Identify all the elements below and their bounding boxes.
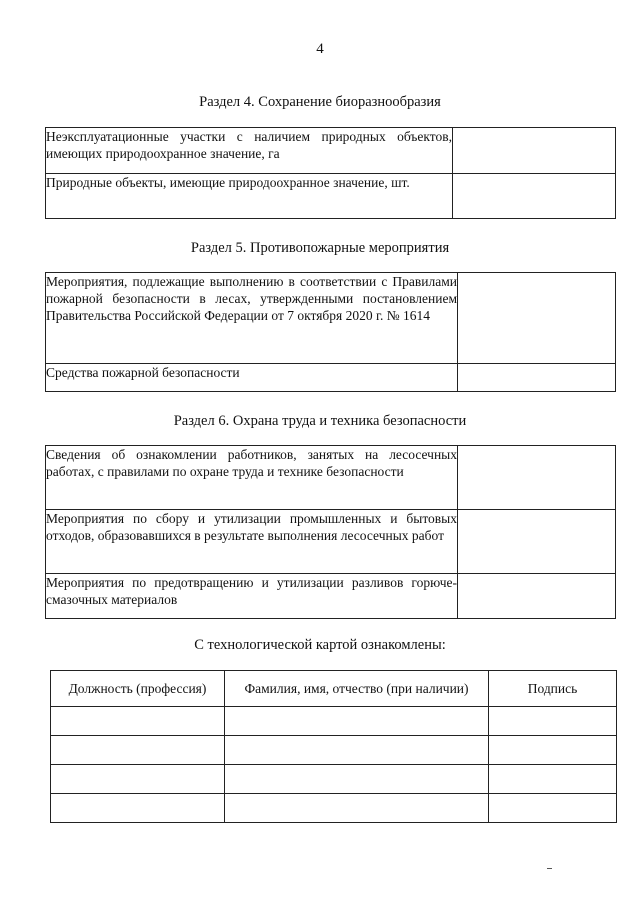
row-label: Мероприятия, подлежащие выполнению в соответствии с Правилами пожарной безопасности в лесах, утвержденными постановлением Правительства Российской Федерации от 7 октября 2020 г. № 1614 <box>46 273 458 364</box>
page-number: 4 <box>316 41 324 57</box>
value-cell[interactable] <box>458 273 616 364</box>
section-6-title: Раздел 6. Охрана труда и техника безопасности <box>173 413 467 429</box>
table-row <box>46 574 616 619</box>
row-label: Природные объекты, имеющие природоохранное значение, шт. <box>46 174 453 219</box>
section-5-table <box>45 272 616 392</box>
section-4-table <box>45 127 616 219</box>
name-cell[interactable] <box>225 765 489 794</box>
value-cell[interactable] <box>453 174 616 219</box>
signatures-title: С технологической картой ознакомлены: <box>194 637 446 653</box>
name-cell[interactable] <box>225 736 489 765</box>
position-cell[interactable] <box>51 794 225 823</box>
column-header-signature: Подпись <box>489 671 617 707</box>
position-cell[interactable] <box>51 736 225 765</box>
table-row <box>46 174 616 219</box>
signature-cell[interactable] <box>489 736 617 765</box>
position-cell[interactable] <box>51 707 225 736</box>
row-label: Мероприятия по сбору и утилизации промышленных и бытовых отходов, образовавшихся в результате выполнения лесосечных работ <box>46 510 458 574</box>
value-cell[interactable] <box>458 510 616 574</box>
table-row <box>46 510 616 574</box>
table-row <box>51 765 617 794</box>
section-6-table <box>45 445 616 619</box>
table-row <box>46 446 616 510</box>
value-cell[interactable] <box>458 446 616 510</box>
signatures-table <box>50 670 617 823</box>
column-header-name: Фамилия, имя, отчество (при наличии) <box>225 671 489 707</box>
table-row <box>46 364 616 392</box>
value-cell[interactable] <box>458 364 616 392</box>
table-row <box>46 128 616 174</box>
row-label: Мероприятия по предотвращению и утилизации разливов горюче-смазочных материалов <box>46 574 458 619</box>
table-row <box>51 794 617 823</box>
name-cell[interactable] <box>225 794 489 823</box>
value-cell[interactable] <box>453 128 616 174</box>
row-label: Сведения об ознакомлении работников, занятых на лесосечных работах, с правилами по охране труда и технике безопасности <box>46 446 458 510</box>
value-cell[interactable] <box>458 574 616 619</box>
row-label: Средства пожарной безопасности <box>46 364 458 392</box>
table-row <box>51 736 617 765</box>
signature-cell[interactable] <box>489 794 617 823</box>
table-row <box>46 273 616 364</box>
row-label: Неэксплуатационные участки с наличием природных объектов, имеющих природоохранное значение, га <box>46 128 453 174</box>
column-header-position: Должность (профессия) <box>51 671 225 707</box>
signature-cell[interactable] <box>489 707 617 736</box>
section-5-title: Раздел 5. Противопожарные мероприятия <box>190 240 450 256</box>
table-header-row <box>51 671 617 707</box>
section-4-title: Раздел 4. Сохранение биоразнообразия <box>199 94 441 110</box>
scan-mark <box>547 868 552 869</box>
signature-cell[interactable] <box>489 765 617 794</box>
position-cell[interactable] <box>51 765 225 794</box>
name-cell[interactable] <box>225 707 489 736</box>
table-row <box>51 707 617 736</box>
